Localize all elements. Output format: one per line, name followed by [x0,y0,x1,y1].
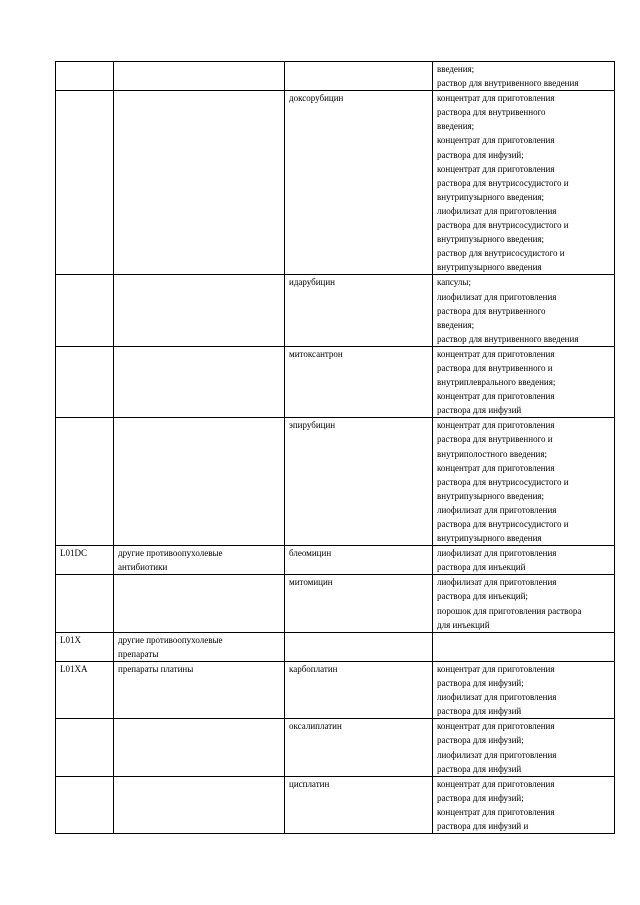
drug-table [55,61,615,834]
dosage-forms-cell: концентрат для приготовления раствора для внутривенного и внутриплеврального введения; концентрат для приготовления раствора для инфузий [433,346,615,417]
drug-name-cell: оксалиплатин [285,719,433,776]
dosage-forms-cell: концентрат для приготовления раствора для внутривенного и внутриполостного введения; концентрат для приготовления раствора для внутрисосудистого и внутрипузырного введения; лиофилизат для приготовления раствора для внутрисосудистого и внутрипузырного введения [433,418,615,546]
dosage-forms-cell: концентрат для приготовления раствора для инфузий; лиофилизат для приготовления раствора для инфузий [433,719,615,776]
group-name-cell [114,346,285,417]
group-name-cell [114,575,285,632]
dosage-forms-cell: концентрат для приготовления раствора для внутривенного введения; концентрат для приготовления раствора для инфузий; концентрат для приготовления раствора для внутрисосудистого и внутрипузырного введения; лиофилизат для приготовления раствора для внутрисосудистого и внутрипузырного введения; раствор для внутрисосудистого и внутрипузырного введения [433,91,615,275]
group-name-cell: другие противоопухолевые препараты [114,632,285,661]
drug-name-cell [285,632,433,661]
drug-name-cell: блеомицин [285,546,433,575]
atc-code-cell [56,575,114,632]
drug-name-cell: эпирубицин [285,418,433,546]
table-row [56,575,615,632]
drug-name-cell: митоксантрон [285,346,433,417]
table-row [56,632,615,661]
drug-name-cell [285,62,433,91]
table-row [56,661,615,718]
atc-code-cell [56,346,114,417]
dosage-forms-cell: концентрат для приготовления раствора для инфузий; лиофилизат для приготовления раствора для инфузий [433,661,615,718]
table-row [56,62,615,91]
atc-code-cell [56,275,114,346]
table-row [56,346,615,417]
atc-code-cell [56,719,114,776]
atc-code-cell: L01X [56,632,114,661]
dosage-forms-cell: лиофилизат для приготовления раствора для инъекций [433,546,615,575]
drug-name-cell: доксорубицин [285,91,433,275]
dosage-forms-cell [433,632,615,661]
group-name-cell [114,91,285,275]
table-row [56,719,615,776]
drug-table-body [56,62,615,834]
atc-code-cell [56,62,114,91]
group-name-cell [114,62,285,91]
atc-code-cell [56,776,114,833]
dosage-forms-cell: капсулы; лиофилизат для приготовления раствора для внутривенного введения; раствор для внутривенного введения [433,275,615,346]
drug-name-cell: идарубицин [285,275,433,346]
dosage-forms-cell: лиофилизат для приготовления раствора для инъекций; порошок для приготовления раствора для инъекций [433,575,615,632]
group-name-cell [114,719,285,776]
group-name-cell: другие противоопухолевые антибиотики [114,546,285,575]
group-name-cell [114,275,285,346]
atc-code-cell: L01XA [56,661,114,718]
table-row [56,776,615,833]
group-name-cell [114,776,285,833]
table-row [56,418,615,546]
table-row [56,546,615,575]
drug-name-cell: митомицин [285,575,433,632]
atc-code-cell [56,91,114,275]
dosage-forms-cell: введения; раствор для внутривенного введения [433,62,615,91]
group-name-cell: препараты платины [114,661,285,718]
drug-name-cell: цисплатин [285,776,433,833]
atc-code-cell: L01DC [56,546,114,575]
atc-code-cell [56,418,114,546]
drug-name-cell: карбоплатин [285,661,433,718]
table-row [56,91,615,275]
table-row [56,275,615,346]
dosage-forms-cell: концентрат для приготовления раствора для инфузий; концентрат для приготовления раствора для инфузий и [433,776,615,833]
group-name-cell [114,418,285,546]
